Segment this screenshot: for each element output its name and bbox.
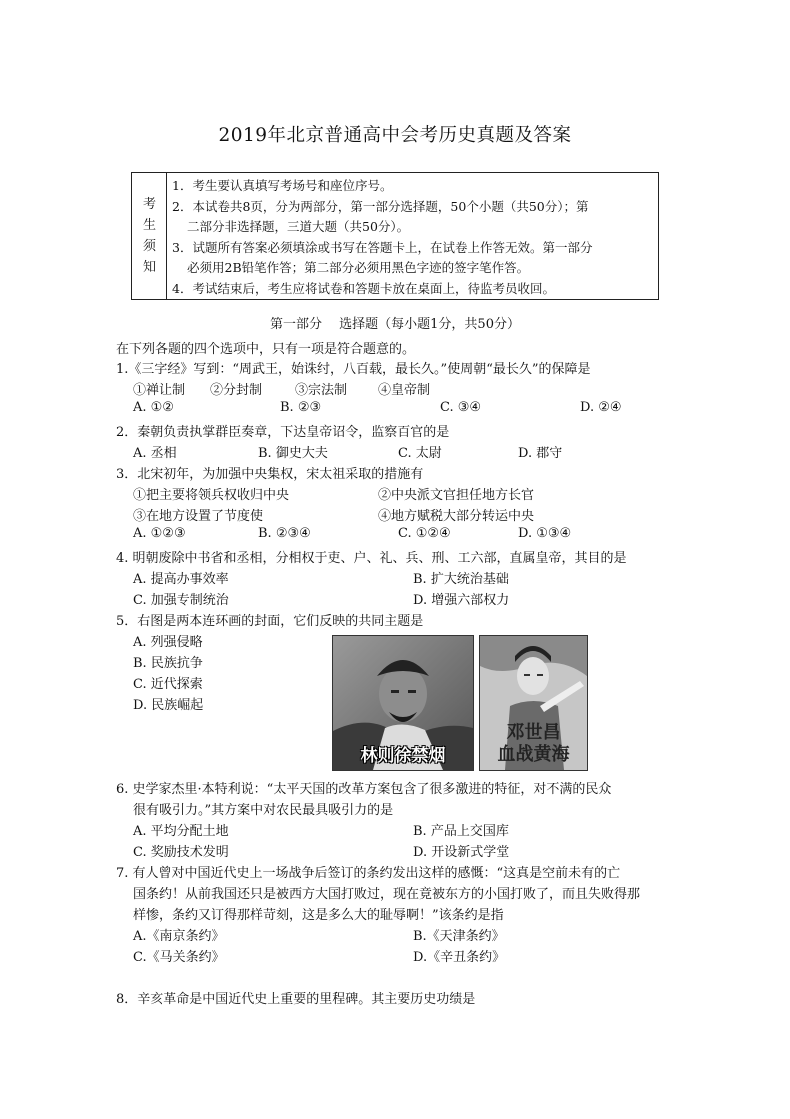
q6-option: B. 产品上交国库 (413, 824, 509, 839)
q2-stem: 2．秦朝负责执掌群臣奏章，下达皇帝诏令，监察百官的是 (116, 425, 450, 440)
q3-option: B. ②③④ (258, 526, 311, 541)
q2-option: A. 丞相 (133, 446, 177, 461)
q6-option: D. 开设新式学堂 (413, 845, 510, 860)
notice-side-label (132, 173, 167, 299)
side-char: 须 (142, 239, 156, 254)
notice-line: 必须用2B铅笔作答；第二部分必须用黑色字迹的签字笔作答。 (187, 260, 530, 275)
q6-stem: 6. 史学家杰里·本特利说：“太平天国的改革方案包含了很多激进的特征，对不满的民众 (116, 782, 612, 797)
q5-option: D. 民族崛起 (133, 698, 204, 713)
q1-option: A. ①② (133, 400, 174, 415)
q5-stem: 5．右图是两本连环画的封面，它们反映的共同主题是 (116, 614, 424, 629)
exam-notice-box (131, 172, 659, 300)
notice-line: 3．试题所有答案必须填涂或书写在答题卡上，在试卷上作答无效。第一部分 (172, 240, 593, 255)
q5-option: A. 列强侵略 (133, 635, 203, 650)
cover-caption: 林则徐禁烟 (360, 746, 446, 766)
side-char: 考 (142, 197, 156, 212)
q6-stem: 很有吸引力。”其方案中对农民最具吸引力的是 (133, 803, 394, 818)
cover-caption (480, 722, 587, 766)
q7-stem: 样惨，条约又订得那样苛刻，这是多么大的耻辱啊！”该条约是指 (133, 908, 504, 923)
page-title: 2019年北京普通高中会考历史真题及答案 (218, 125, 572, 146)
comic-cover-lin-zexu (332, 635, 474, 771)
q2-option: B. 御史大夫 (258, 446, 328, 461)
q1-option: B. ②③ (280, 400, 322, 415)
q4-stem: 4. 明朝废除中书省和丞相，分相权于吏、户、礼、兵、刑、工六部，直属皇帝，其目的是 (116, 551, 627, 566)
side-char: 生 (142, 218, 156, 233)
notice-line: 2．本试卷共8页，分为两部分，第一部分选择题，50个小题（共50分）；第 (172, 199, 589, 214)
q7-option: A.《南京条约》 (133, 929, 225, 944)
q1-item: ③宗法制 (295, 383, 348, 398)
q1-item: ②分封制 (210, 383, 263, 398)
q3-option: A. ①②③ (133, 526, 186, 541)
q7-stem: 7. 有人曾对中国近代史上一场战争后签订的条约发出这样的感慨：“这真是空前未有的亡 (116, 866, 621, 881)
q5-option: C. 近代探索 (133, 677, 203, 692)
section-title: 第一部分 选择题（每小题1分，共50分） (270, 317, 520, 332)
q3-stem: 3．北宋初年，为加强中央集权，宋太祖采取的措施有 (116, 467, 424, 482)
q8-stem: 8．辛亥革命是中国近代史上重要的里程碑。其主要历史功绩是 (116, 992, 476, 1007)
q4-option: B. 扩大统治基础 (413, 572, 509, 587)
q7-option: B.《天津条约》 (413, 929, 505, 944)
q1-item: ④皇帝制 (378, 383, 431, 398)
q1-option: D. ②④ (580, 400, 622, 415)
q4-option: C. 加强专制统治 (133, 593, 229, 608)
q3-item: ①把主要将领兵权收归中央 (133, 488, 290, 503)
notice-line: 4．考试结束后，考生应将试卷和答题卡放在桌面上，待监考员收回。 (172, 281, 555, 296)
notice-line: 二部分非选择题，三道大题（共50分）。 (187, 219, 410, 234)
q4-option: D. 增强六部权力 (413, 593, 510, 608)
q3-item: ②中央派文官担任地方长官 (378, 488, 535, 503)
q3-item: ③在地方设置了节度使 (133, 509, 264, 524)
q5-option: B. 民族抗争 (133, 656, 203, 671)
q1-stem: 1.《三字经》写到：“周武王，始诛纣，八百载，最长久。”使周朝“最长久”的保障是 (116, 362, 591, 377)
comic-cover-deng-shichang (479, 635, 588, 771)
q1-item: ①禅让制 (133, 383, 186, 398)
q1-option: C. ③④ (440, 400, 482, 415)
q7-option: D.《辛丑条约》 (413, 950, 506, 965)
q4-option: A. 提高办事效率 (133, 572, 229, 587)
q7-option: C.《马关条约》 (133, 950, 225, 965)
q6-option: C. 奖励技术发明 (133, 845, 229, 860)
q3-option: C. ①②④ (398, 526, 451, 541)
q6-option: A. 平均分配土地 (133, 824, 229, 839)
q7-stem: 国条约！从前我国还只是被西方大国打败过，现在竟被东方的小国打败了，而且失败得那 (133, 887, 641, 902)
q3-item: ④地方赋税大部分转运中央 (378, 509, 535, 524)
q2-option: C. 太尉 (398, 446, 442, 461)
cover-caption-line: 血战黄海 (497, 744, 570, 765)
cover-caption-line: 邓世昌 (506, 722, 561, 743)
notice-line: 1．考生要认真填写考场号和座位序号。 (172, 178, 393, 193)
instruction: 在下列各题的四个选项中，只有一项是符合题意的。 (116, 342, 416, 357)
q2-option: D. 郡守 (518, 446, 563, 461)
q3-option: D. ①③④ (518, 526, 572, 541)
side-char: 知 (142, 260, 156, 275)
